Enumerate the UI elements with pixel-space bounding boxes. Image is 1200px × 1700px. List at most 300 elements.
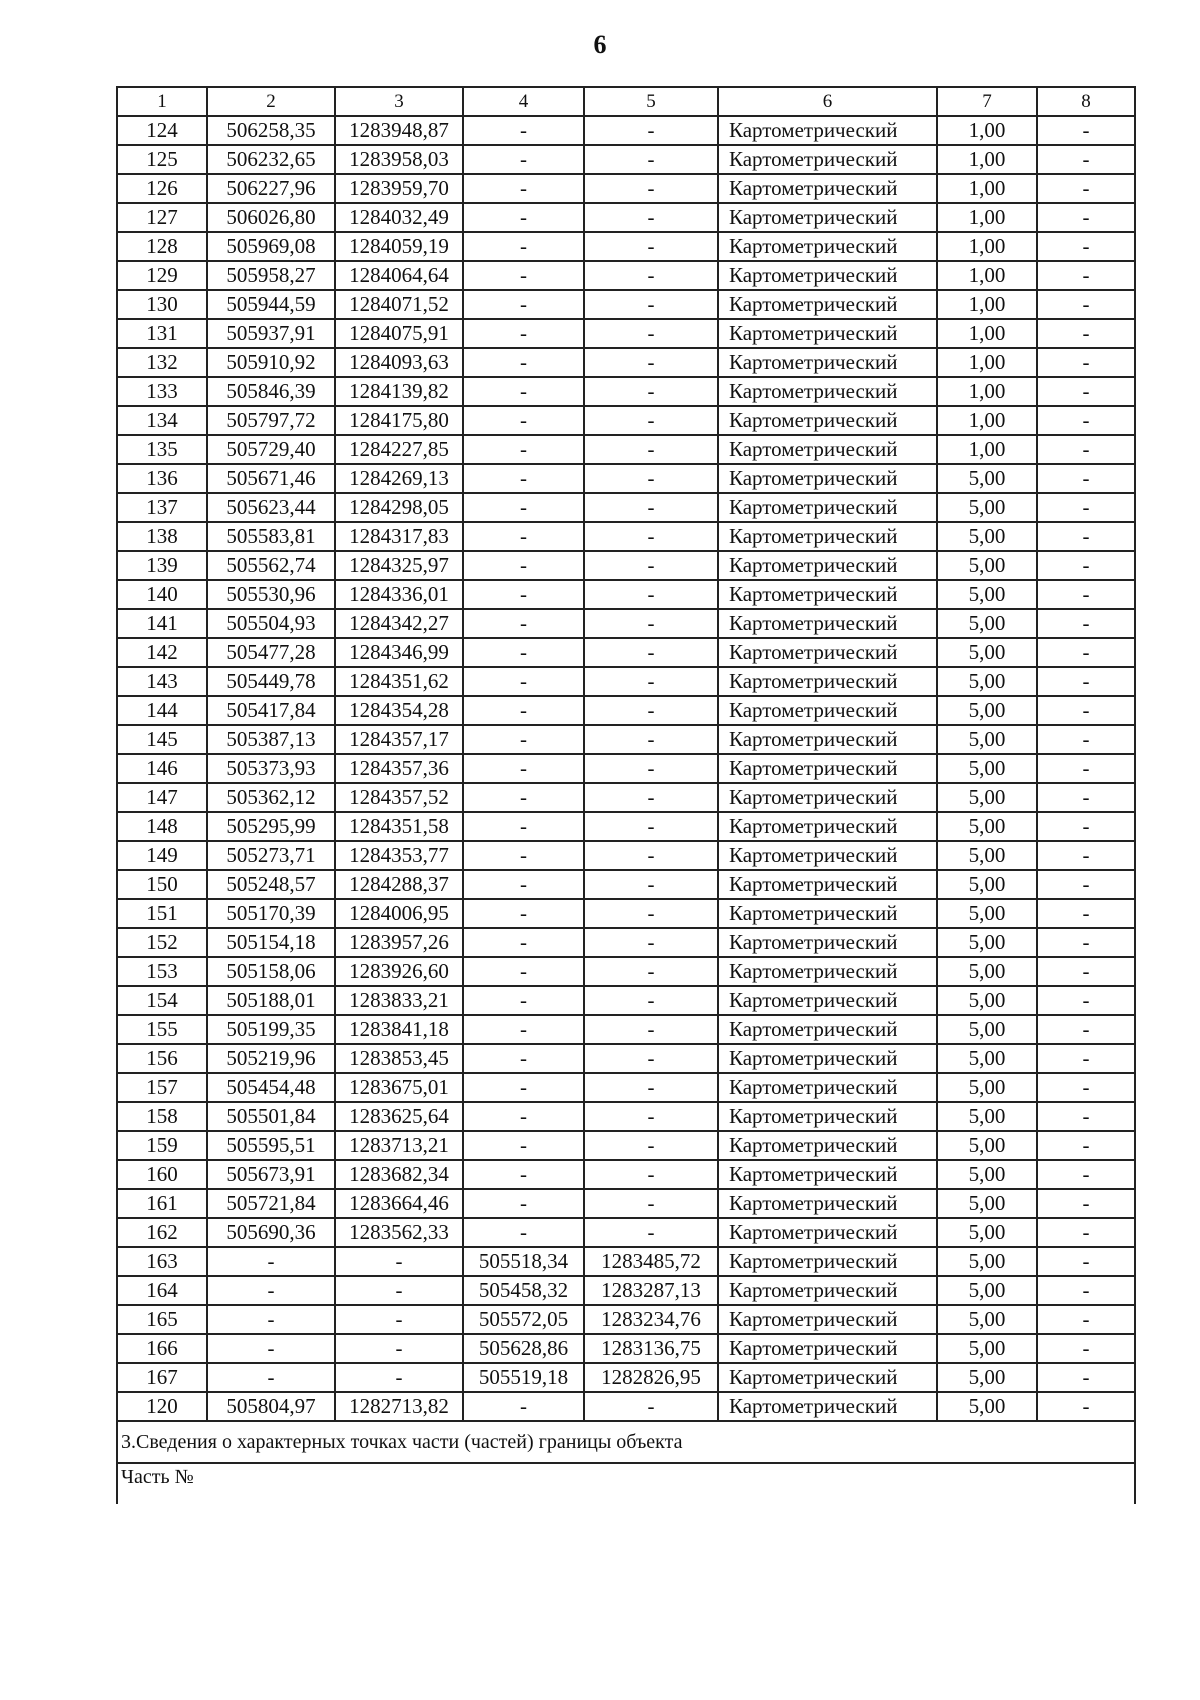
- y-new-cell: -: [584, 435, 718, 464]
- part-label: Часть №: [117, 1463, 1135, 1504]
- description-cell: -: [1037, 841, 1135, 870]
- accuracy-cell: 5,00: [937, 1073, 1037, 1102]
- x-coord-cell: 505846,39: [207, 377, 335, 406]
- table-row: [117, 1334, 1135, 1363]
- y-coord-cell: 1284227,85: [335, 435, 463, 464]
- point-number-cell: 120: [117, 1392, 207, 1421]
- y-new-cell: -: [584, 725, 718, 754]
- table-row: [117, 783, 1135, 812]
- y-new-cell: -: [584, 493, 718, 522]
- y-coord-cell: 1284288,37: [335, 870, 463, 899]
- y-coord-cell: -: [335, 1305, 463, 1334]
- point-number-cell: 140: [117, 580, 207, 609]
- point-number-cell: 154: [117, 986, 207, 1015]
- page-number: 6: [593, 30, 607, 59]
- point-number-cell: 156: [117, 1044, 207, 1073]
- x-coord-cell: 505690,36: [207, 1218, 335, 1247]
- y-new-cell: 1283485,72: [584, 1247, 718, 1276]
- description-cell: -: [1037, 957, 1135, 986]
- x-coord-cell: -: [207, 1247, 335, 1276]
- table-row: [117, 1044, 1135, 1073]
- table-row: [117, 1102, 1135, 1131]
- y-coord-cell: 1283959,70: [335, 174, 463, 203]
- point-number-cell: 152: [117, 928, 207, 957]
- method-cell: Картометрический: [718, 783, 937, 812]
- y-new-cell: -: [584, 522, 718, 551]
- accuracy-cell: 5,00: [937, 1392, 1037, 1421]
- y-coord-cell: 1284093,63: [335, 348, 463, 377]
- description-cell: -: [1037, 1044, 1135, 1073]
- x-coord-cell: 505454,48: [207, 1073, 335, 1102]
- x-coord-cell: -: [207, 1334, 335, 1363]
- x-new-cell: -: [463, 174, 584, 203]
- description-cell: -: [1037, 1102, 1135, 1131]
- method-cell: Картометрический: [718, 1392, 937, 1421]
- x-new-cell: -: [463, 870, 584, 899]
- x-new-cell: -: [463, 1189, 584, 1218]
- description-cell: -: [1037, 580, 1135, 609]
- accuracy-cell: 5,00: [937, 957, 1037, 986]
- method-cell: Картометрический: [718, 290, 937, 319]
- method-cell: Картометрический: [718, 319, 937, 348]
- table-row: [117, 464, 1135, 493]
- x-new-cell: -: [463, 522, 584, 551]
- description-cell: -: [1037, 725, 1135, 754]
- description-cell: -: [1037, 696, 1135, 725]
- y-new-cell: -: [584, 319, 718, 348]
- x-new-cell: -: [463, 319, 584, 348]
- y-new-cell: -: [584, 203, 718, 232]
- y-new-cell: -: [584, 261, 718, 290]
- method-cell: Картометрический: [718, 1363, 937, 1392]
- x-coord-cell: 505295,99: [207, 812, 335, 841]
- description-cell: -: [1037, 899, 1135, 928]
- method-cell: Картометрический: [718, 377, 937, 406]
- description-cell: -: [1037, 203, 1135, 232]
- point-number-cell: 147: [117, 783, 207, 812]
- x-coord-cell: 505673,91: [207, 1160, 335, 1189]
- x-new-cell: -: [463, 1131, 584, 1160]
- point-number-cell: 138: [117, 522, 207, 551]
- description-cell: -: [1037, 145, 1135, 174]
- method-cell: Картометрический: [718, 667, 937, 696]
- description-cell: -: [1037, 174, 1135, 203]
- accuracy-cell: 1,00: [937, 348, 1037, 377]
- method-cell: Картометрический: [718, 1276, 937, 1305]
- x-coord-cell: 505944,59: [207, 290, 335, 319]
- y-new-cell: -: [584, 957, 718, 986]
- accuracy-cell: 5,00: [937, 725, 1037, 754]
- x-coord-cell: 505219,96: [207, 1044, 335, 1073]
- column-header: 2: [207, 87, 335, 116]
- table-row: [117, 667, 1135, 696]
- accuracy-cell: 5,00: [937, 1247, 1037, 1276]
- x-new-cell: -: [463, 261, 584, 290]
- x-new-cell: -: [463, 609, 584, 638]
- description-cell: -: [1037, 1073, 1135, 1102]
- table-row: [117, 232, 1135, 261]
- point-number-cell: 165: [117, 1305, 207, 1334]
- x-coord-cell: 505158,06: [207, 957, 335, 986]
- description-cell: -: [1037, 986, 1135, 1015]
- y-coord-cell: 1284346,99: [335, 638, 463, 667]
- y-new-cell: -: [584, 841, 718, 870]
- table-row: [117, 986, 1135, 1015]
- description-cell: -: [1037, 1363, 1135, 1392]
- accuracy-cell: 5,00: [937, 870, 1037, 899]
- x-coord-cell: -: [207, 1276, 335, 1305]
- accuracy-cell: 5,00: [937, 580, 1037, 609]
- x-new-cell: -: [463, 580, 584, 609]
- method-cell: Картометрический: [718, 957, 937, 986]
- x-new-cell: -: [463, 899, 584, 928]
- method-cell: Картометрический: [718, 1015, 937, 1044]
- x-new-cell: -: [463, 232, 584, 261]
- x-new-cell: -: [463, 464, 584, 493]
- x-new-cell: -: [463, 696, 584, 725]
- x-new-cell: -: [463, 377, 584, 406]
- point-number-cell: 130: [117, 290, 207, 319]
- description-cell: -: [1037, 1189, 1135, 1218]
- method-cell: Картометрический: [718, 1160, 937, 1189]
- y-coord-cell: 1283625,64: [335, 1102, 463, 1131]
- point-number-cell: 133: [117, 377, 207, 406]
- point-number-cell: 127: [117, 203, 207, 232]
- point-number-cell: 157: [117, 1073, 207, 1102]
- table-row: [117, 957, 1135, 986]
- point-number-cell: 162: [117, 1218, 207, 1247]
- x-coord-cell: 505530,96: [207, 580, 335, 609]
- method-cell: Картометрический: [718, 551, 937, 580]
- accuracy-cell: 1,00: [937, 116, 1037, 145]
- y-coord-cell: 1283926,60: [335, 957, 463, 986]
- column-header: 8: [1037, 87, 1135, 116]
- point-number-cell: 161: [117, 1189, 207, 1218]
- accuracy-cell: 5,00: [937, 1131, 1037, 1160]
- accuracy-cell: 5,00: [937, 812, 1037, 841]
- accuracy-cell: 5,00: [937, 667, 1037, 696]
- y-coord-cell: 1284353,77: [335, 841, 463, 870]
- table-row: [117, 841, 1135, 870]
- x-coord-cell: 505729,40: [207, 435, 335, 464]
- table-row: [117, 870, 1135, 899]
- description-cell: -: [1037, 638, 1135, 667]
- method-cell: Картометрический: [718, 261, 937, 290]
- description-cell: -: [1037, 261, 1135, 290]
- section-title-row: [117, 1421, 1135, 1463]
- description-cell: -: [1037, 1015, 1135, 1044]
- x-coord-cell: 506026,80: [207, 203, 335, 232]
- accuracy-cell: 5,00: [937, 638, 1037, 667]
- method-cell: Картометрический: [718, 841, 937, 870]
- y-new-cell: -: [584, 377, 718, 406]
- y-new-cell: -: [584, 1102, 718, 1131]
- table-row: [117, 1015, 1135, 1044]
- accuracy-cell: 5,00: [937, 1305, 1037, 1334]
- description-cell: -: [1037, 348, 1135, 377]
- accuracy-cell: 1,00: [937, 406, 1037, 435]
- method-cell: Картометрический: [718, 522, 937, 551]
- column-header: 1: [117, 87, 207, 116]
- x-new-cell: -: [463, 493, 584, 522]
- description-cell: -: [1037, 551, 1135, 580]
- x-new-cell: -: [463, 1392, 584, 1421]
- table-row: [117, 696, 1135, 725]
- table-row: [117, 522, 1135, 551]
- table-row: [117, 899, 1135, 928]
- x-new-cell: 505628,86: [463, 1334, 584, 1363]
- y-coord-cell: 1284351,58: [335, 812, 463, 841]
- method-cell: Картометрический: [718, 493, 937, 522]
- y-coord-cell: 1283957,26: [335, 928, 463, 957]
- y-new-cell: -: [584, 667, 718, 696]
- description-cell: -: [1037, 464, 1135, 493]
- method-cell: Картометрический: [718, 232, 937, 261]
- accuracy-cell: 1,00: [937, 261, 1037, 290]
- method-cell: Картометрический: [718, 609, 937, 638]
- y-new-cell: -: [584, 754, 718, 783]
- method-cell: Картометрический: [718, 928, 937, 957]
- accuracy-cell: 5,00: [937, 551, 1037, 580]
- x-new-cell: -: [463, 725, 584, 754]
- table-row: [117, 435, 1135, 464]
- x-coord-cell: 505477,28: [207, 638, 335, 667]
- description-cell: -: [1037, 1160, 1135, 1189]
- accuracy-cell: 5,00: [937, 1015, 1037, 1044]
- point-number-cell: 131: [117, 319, 207, 348]
- method-cell: Картометрический: [718, 1044, 937, 1073]
- accuracy-cell: 1,00: [937, 174, 1037, 203]
- table-row: [117, 406, 1135, 435]
- y-coord-cell: 1283675,01: [335, 1073, 463, 1102]
- x-new-cell: -: [463, 1102, 584, 1131]
- description-cell: -: [1037, 319, 1135, 348]
- x-new-cell: -: [463, 667, 584, 696]
- y-coord-cell: 1283841,18: [335, 1015, 463, 1044]
- y-new-cell: -: [584, 174, 718, 203]
- description-cell: -: [1037, 1392, 1135, 1421]
- description-cell: -: [1037, 116, 1135, 145]
- description-cell: -: [1037, 783, 1135, 812]
- method-cell: Картометрический: [718, 145, 937, 174]
- description-cell: -: [1037, 1276, 1135, 1305]
- table-row: [117, 203, 1135, 232]
- x-coord-cell: -: [207, 1363, 335, 1392]
- table-row: [117, 261, 1135, 290]
- accuracy-cell: 5,00: [937, 1363, 1037, 1392]
- table-row: [117, 1392, 1135, 1421]
- x-coord-cell: 506258,35: [207, 116, 335, 145]
- x-new-cell: -: [463, 783, 584, 812]
- table-row: [117, 1073, 1135, 1102]
- accuracy-cell: 5,00: [937, 1160, 1037, 1189]
- x-new-cell: -: [463, 841, 584, 870]
- point-number-cell: 166: [117, 1334, 207, 1363]
- accuracy-cell: 1,00: [937, 145, 1037, 174]
- x-new-cell: -: [463, 1015, 584, 1044]
- method-cell: Картометрический: [718, 725, 937, 754]
- description-cell: -: [1037, 1131, 1135, 1160]
- method-cell: Картометрический: [718, 116, 937, 145]
- x-coord-cell: -: [207, 1305, 335, 1334]
- y-new-cell: -: [584, 1189, 718, 1218]
- table-row: [117, 1189, 1135, 1218]
- y-new-cell: -: [584, 783, 718, 812]
- x-coord-cell: 505373,93: [207, 754, 335, 783]
- x-new-cell: 505518,34: [463, 1247, 584, 1276]
- x-new-cell: 505519,18: [463, 1363, 584, 1392]
- accuracy-cell: 5,00: [937, 493, 1037, 522]
- y-coord-cell: -: [335, 1334, 463, 1363]
- table-row: [117, 145, 1135, 174]
- y-coord-cell: 1284032,49: [335, 203, 463, 232]
- x-coord-cell: 505804,97: [207, 1392, 335, 1421]
- table-row: [117, 928, 1135, 957]
- accuracy-cell: 5,00: [937, 841, 1037, 870]
- y-new-cell: -: [584, 232, 718, 261]
- point-number-cell: 158: [117, 1102, 207, 1131]
- table-row: [117, 1131, 1135, 1160]
- y-new-cell: -: [584, 1160, 718, 1189]
- y-new-cell: -: [584, 812, 718, 841]
- part-label-row: [117, 1463, 1135, 1504]
- y-new-cell: -: [584, 1073, 718, 1102]
- y-new-cell: 1283234,76: [584, 1305, 718, 1334]
- x-coord-cell: 505170,39: [207, 899, 335, 928]
- method-cell: Картометрический: [718, 1305, 937, 1334]
- table-row: [117, 1160, 1135, 1189]
- y-new-cell: -: [584, 928, 718, 957]
- point-number-cell: 150: [117, 870, 207, 899]
- point-number-cell: 141: [117, 609, 207, 638]
- y-coord-cell: 1284342,27: [335, 609, 463, 638]
- description-cell: -: [1037, 493, 1135, 522]
- x-new-cell: -: [463, 203, 584, 232]
- accuracy-cell: 5,00: [937, 696, 1037, 725]
- y-new-cell: -: [584, 1131, 718, 1160]
- table-row: [117, 812, 1135, 841]
- x-new-cell: -: [463, 812, 584, 841]
- x-coord-cell: 505583,81: [207, 522, 335, 551]
- point-number-cell: 151: [117, 899, 207, 928]
- y-coord-cell: 1283958,03: [335, 145, 463, 174]
- point-number-cell: 124: [117, 116, 207, 145]
- x-new-cell: -: [463, 1044, 584, 1073]
- y-new-cell: -: [584, 464, 718, 493]
- point-number-cell: 155: [117, 1015, 207, 1044]
- description-cell: -: [1037, 870, 1135, 899]
- y-new-cell: -: [584, 1218, 718, 1247]
- x-new-cell: -: [463, 957, 584, 986]
- point-number-cell: 146: [117, 754, 207, 783]
- description-cell: -: [1037, 609, 1135, 638]
- y-coord-cell: 1284175,80: [335, 406, 463, 435]
- y-new-cell: -: [584, 116, 718, 145]
- accuracy-cell: 1,00: [937, 319, 1037, 348]
- y-coord-cell: -: [335, 1247, 463, 1276]
- x-new-cell: -: [463, 551, 584, 580]
- point-number-cell: 153: [117, 957, 207, 986]
- x-new-cell: 505458,32: [463, 1276, 584, 1305]
- x-new-cell: -: [463, 1073, 584, 1102]
- table-row: [117, 609, 1135, 638]
- point-number-cell: 137: [117, 493, 207, 522]
- table-row: [117, 754, 1135, 783]
- y-coord-cell: 1284006,95: [335, 899, 463, 928]
- table-row: [117, 290, 1135, 319]
- description-cell: -: [1037, 1334, 1135, 1363]
- column-header: 6: [718, 87, 937, 116]
- y-coord-cell: 1283713,21: [335, 1131, 463, 1160]
- accuracy-cell: 5,00: [937, 1276, 1037, 1305]
- y-new-cell: -: [584, 870, 718, 899]
- y-coord-cell: 1284139,82: [335, 377, 463, 406]
- x-coord-cell: 505910,92: [207, 348, 335, 377]
- point-number-cell: 160: [117, 1160, 207, 1189]
- point-number-cell: 134: [117, 406, 207, 435]
- method-cell: Картометрический: [718, 1073, 937, 1102]
- table-row: [117, 116, 1135, 145]
- y-coord-cell: 1284064,64: [335, 261, 463, 290]
- table-row: [117, 1305, 1135, 1334]
- x-coord-cell: 505273,71: [207, 841, 335, 870]
- y-new-cell: -: [584, 1044, 718, 1073]
- x-new-cell: -: [463, 1218, 584, 1247]
- method-cell: Картометрический: [718, 1334, 937, 1363]
- y-coord-cell: 1284298,05: [335, 493, 463, 522]
- point-number-cell: 125: [117, 145, 207, 174]
- point-number-cell: 135: [117, 435, 207, 464]
- y-new-cell: -: [584, 1015, 718, 1044]
- table-row: [117, 1276, 1135, 1305]
- y-new-cell: -: [584, 986, 718, 1015]
- point-number-cell: 143: [117, 667, 207, 696]
- x-new-cell: -: [463, 348, 584, 377]
- x-new-cell: 505572,05: [463, 1305, 584, 1334]
- point-number-cell: 149: [117, 841, 207, 870]
- accuracy-cell: 5,00: [937, 754, 1037, 783]
- x-coord-cell: 505362,12: [207, 783, 335, 812]
- y-coord-cell: 1284071,52: [335, 290, 463, 319]
- y-coord-cell: -: [335, 1276, 463, 1305]
- table-row: [117, 174, 1135, 203]
- x-coord-cell: 505721,84: [207, 1189, 335, 1218]
- x-coord-cell: 505969,08: [207, 232, 335, 261]
- x-new-cell: -: [463, 145, 584, 174]
- description-cell: -: [1037, 406, 1135, 435]
- table-row: [117, 580, 1135, 609]
- column-header: 7: [937, 87, 1037, 116]
- y-new-cell: -: [584, 899, 718, 928]
- accuracy-cell: 5,00: [937, 464, 1037, 493]
- y-coord-cell: 1283948,87: [335, 116, 463, 145]
- x-new-cell: -: [463, 986, 584, 1015]
- y-coord-cell: 1284351,62: [335, 667, 463, 696]
- column-header: 3: [335, 87, 463, 116]
- x-coord-cell: 505154,18: [207, 928, 335, 957]
- x-new-cell: -: [463, 290, 584, 319]
- method-cell: Картометрический: [718, 870, 937, 899]
- accuracy-cell: 5,00: [937, 928, 1037, 957]
- x-coord-cell: 505449,78: [207, 667, 335, 696]
- method-cell: Картометрический: [718, 1218, 937, 1247]
- x-new-cell: -: [463, 1160, 584, 1189]
- boundary-points-table: [116, 86, 1136, 1504]
- y-coord-cell: 1282713,82: [335, 1392, 463, 1421]
- x-new-cell: -: [463, 406, 584, 435]
- x-coord-cell: 505958,27: [207, 261, 335, 290]
- point-number-cell: 167: [117, 1363, 207, 1392]
